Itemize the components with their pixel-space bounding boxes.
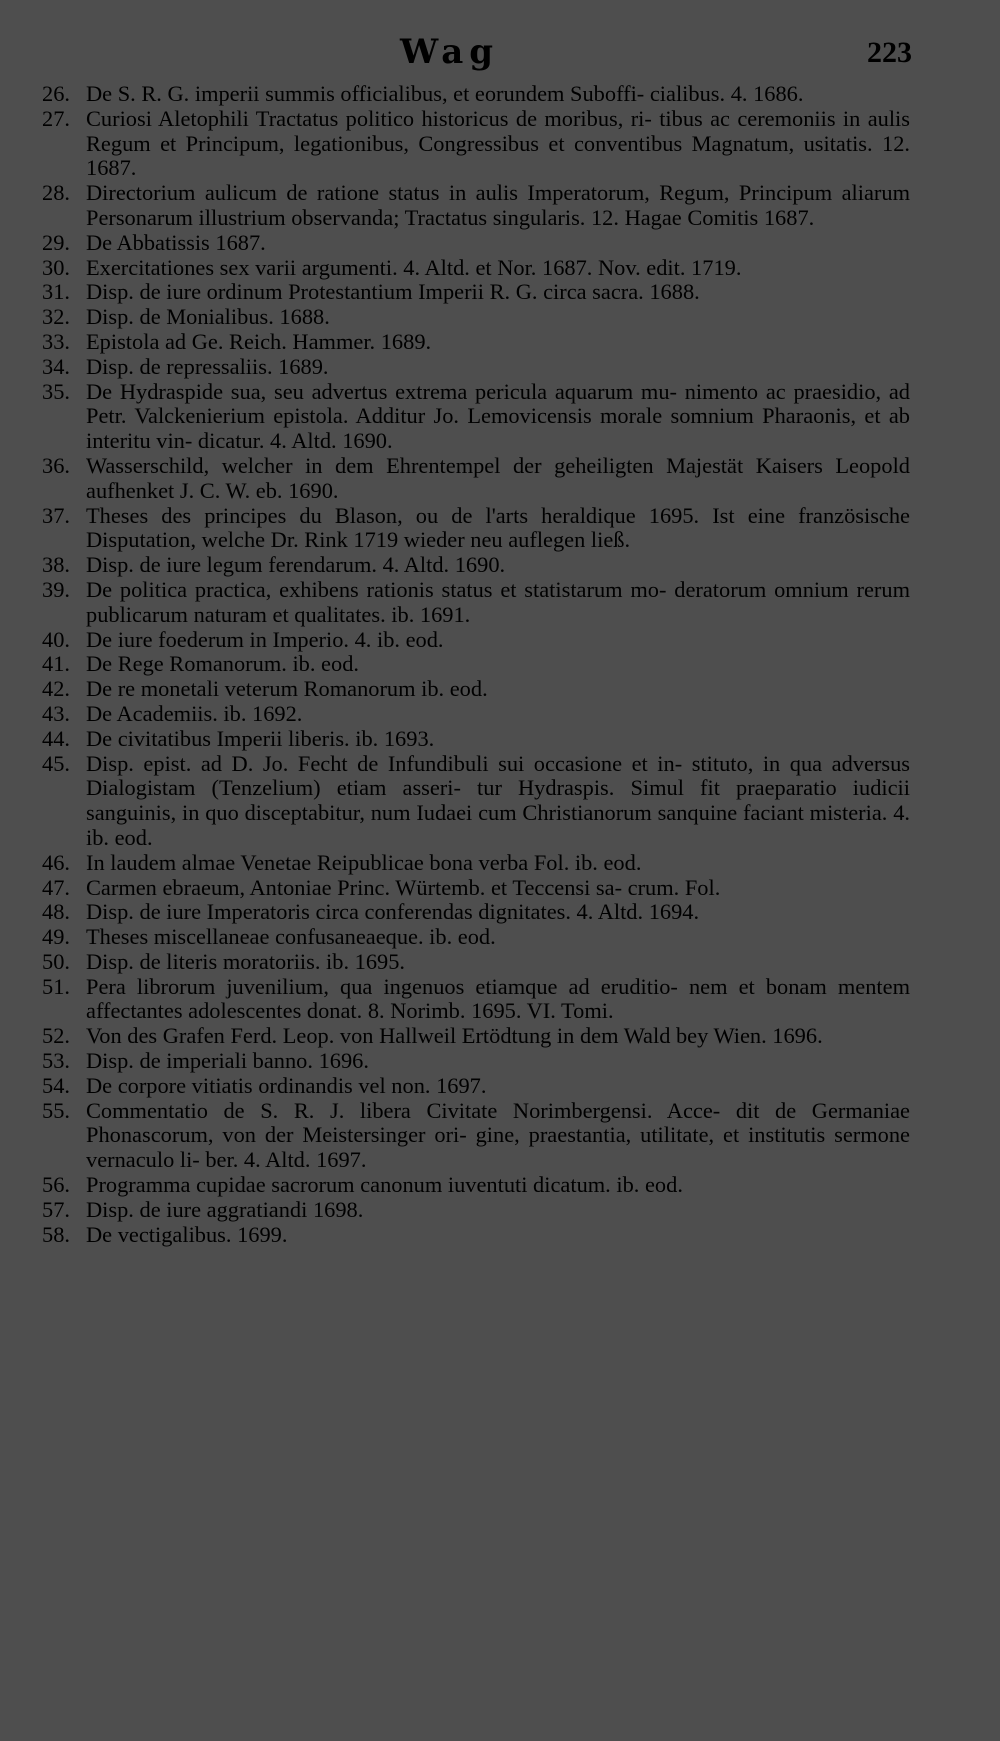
entry-text: Disp. de literis moratoriis. ib. 1695. xyxy=(86,948,406,974)
bibliography-list xyxy=(42,82,910,1247)
entry-text: Disp. epist. ad D. Jo. Fecht de Infundibuli sui occasione et in- stituto, in qua adversus Dialogistam (Tenzelium) etiam asseri- tur Hydraspis. Simul fit praeparatio iudicii sanguinis, in quo disceptabitur, num Iudaei cum Christianorum sanquine faciant misteria. 4. ib. eod. xyxy=(86,750,910,850)
entry-text: De re monetali veterum Romanorum ib. eod. xyxy=(86,676,488,702)
bibliography-entry xyxy=(42,305,910,330)
entry-text: De S. R. G. imperii summis officialibus, et eorundem Suboffi- cialibus. 4. 1686. xyxy=(86,81,804,106)
entry-text: Disp. de iure aggratiandi 1698. xyxy=(86,1196,364,1222)
bibliography-entry xyxy=(42,851,910,876)
bibliography-entry xyxy=(42,578,910,628)
bibliography-entry xyxy=(42,702,910,727)
entry-number: 41. xyxy=(42,651,70,677)
entry-number: 58. xyxy=(42,1221,70,1247)
entry-number: 55. xyxy=(42,1097,70,1123)
entry-text: Programma cupidae sacrorum canonum iuventuti dicatum. ib. eod. xyxy=(86,1172,683,1198)
entry-number: 36. xyxy=(42,452,70,478)
entry-text: Disp. de repressaliis. 1689. xyxy=(86,353,329,379)
entry-text: Directorium aulicum de ratione status in aulis Imperatorum, Regum, Principum aliarum Personarum illustrium observanda; Tractatus singularis. 12. Hagae Comitis 1687. xyxy=(86,180,910,230)
entry-text: Commentatio de S. R. J. libera Civitate Norimbergensi. Acce- dit de Germaniae Phonascorum, von der Meistersinger ori- gine, praestantia, utilitate, et institutis sermone vernaculo li- ber. 4. Altd. 1697. xyxy=(86,1097,910,1173)
entry-number: 51. xyxy=(42,973,70,999)
bibliography-entry xyxy=(42,876,910,901)
bibliography-entry xyxy=(42,380,910,454)
entry-text: Disp. de iure legum ferendarum. 4. Altd. 1690. xyxy=(86,552,506,578)
entry-number: 52. xyxy=(42,1023,70,1049)
bibliography-entry xyxy=(42,355,910,380)
entry-number: 32. xyxy=(42,304,70,330)
entry-number: 56. xyxy=(42,1172,70,1198)
bibliography-entry xyxy=(42,107,910,181)
entry-number: 31. xyxy=(42,279,70,305)
entry-text: De vectigalibus. 1699. xyxy=(86,1221,288,1247)
entry-text: Carmen ebraeum, Antoniae Princ. Würtemb. et Teccensi sa- crum. Fol. xyxy=(86,874,721,900)
bibliography-entry xyxy=(42,925,910,950)
bibliography-entry xyxy=(42,1173,910,1198)
bibliography-entry xyxy=(42,752,910,851)
entry-text: In laudem almae Venetae Reipublicae bona verba Fol. ib. eod. xyxy=(86,849,642,875)
entry-number: 34. xyxy=(42,353,70,379)
entry-text: Epistola ad Ge. Reich. Hammer. 1689. xyxy=(86,328,432,354)
entry-number: 54. xyxy=(42,1072,70,1098)
entry-number: 42. xyxy=(42,676,70,702)
bibliography-entry xyxy=(42,256,910,281)
bibliography-entry xyxy=(42,628,910,653)
entry-number: 44. xyxy=(42,725,70,751)
bibliography-entry xyxy=(42,975,910,1025)
page-number: 223 xyxy=(867,36,912,69)
bibliography-entry xyxy=(42,181,910,231)
entry-number: 46. xyxy=(42,849,70,875)
entry-text: Theses miscellaneae confusaneaeque. ib. eod. xyxy=(86,924,496,950)
bibliography-entry xyxy=(42,950,910,975)
entry-text: Disp. de iure ordinum Protestantium Imperii R. G. circa sacra. 1688. xyxy=(86,279,700,305)
entry-number: 50. xyxy=(42,948,70,974)
entry-number: 40. xyxy=(42,626,70,652)
bibliography-entry xyxy=(42,727,910,752)
entry-number: 39. xyxy=(42,576,70,602)
bibliography-entry xyxy=(42,280,910,305)
entry-text: De Rege Romanorum. ib. eod. xyxy=(86,651,359,677)
bibliography-entry xyxy=(42,900,910,925)
entry-number: 47. xyxy=(42,874,70,900)
entry-text: Exercitationes sex varii argumenti. 4. Altd. et Nor. 1687. Nov. edit. 1719. xyxy=(86,254,742,280)
entry-text: De civitatibus Imperii liberis. ib. 1693. xyxy=(86,725,435,751)
bibliography-entry xyxy=(42,454,910,504)
entry-text: De politica practica, exhibens rationis status et statistarum mo- deratorum omnium rerum publicarum naturam et qualitates. ib. 1691. xyxy=(86,576,910,627)
entry-number: 48. xyxy=(42,899,70,925)
entry-number: 57. xyxy=(42,1196,70,1222)
entry-text: Curiosi Aletophili Tractatus politico historicus de moribus, ri- tibus ac ceremoniis in aulis Regum et Principum, legationibus, Congressibus et conventibus Magnatum, usitatis. 12. 1687. xyxy=(86,105,910,181)
entry-text: Disp. de imperiali banno. 1696. xyxy=(86,1048,369,1074)
entry-text: Disp. de Monialibus. 1688. xyxy=(86,304,330,330)
entry-text: Pera librorum juvenilium, qua ingenuos etiamque ad eruditio- nem et bonam mentem affectantes adolescentes donat. 8. Norimb. 1695. VI. Tomi. xyxy=(86,973,910,1024)
page-header xyxy=(0,32,1000,72)
entry-text: De iure foederum in Imperio. 4. ib. eod. xyxy=(86,626,444,652)
bibliography-entry xyxy=(42,330,910,355)
bibliography-entry xyxy=(42,652,910,677)
entry-number: 29. xyxy=(42,229,70,255)
entry-text: Von des Grafen Ferd. Leop. von Hallweil Ertödtung in dem Wald bey Wien. 1696. xyxy=(86,1023,823,1049)
entry-text: Disp. de iure Imperatoris circa conferendas dignitates. 4. Altd. 1694. xyxy=(86,899,700,925)
entry-number: 49. xyxy=(42,924,70,950)
entry-number: 37. xyxy=(42,502,70,528)
bibliography-entry xyxy=(42,1049,910,1074)
entry-number: 53. xyxy=(42,1048,70,1074)
bibliography-entry xyxy=(42,1223,910,1248)
entry-number: 28. xyxy=(42,180,70,206)
entry-number: 38. xyxy=(42,552,70,578)
entry-number: 30. xyxy=(42,254,70,280)
entry-text: De Abbatissis 1687. xyxy=(86,229,266,255)
bibliography-entry xyxy=(42,1099,910,1173)
entry-number: 27. xyxy=(42,105,70,131)
entry-text: De Academiis. ib. 1692. xyxy=(86,700,303,726)
bibliography-entry xyxy=(42,504,910,554)
entry-text: De corpore vitiatis ordinandis vel non. 1697. xyxy=(86,1072,487,1098)
bibliography-entry xyxy=(42,677,910,702)
entry-number: 33. xyxy=(42,328,70,354)
bibliography-entry xyxy=(42,1074,910,1099)
entry-number: 45. xyxy=(42,750,70,776)
bibliography-entry xyxy=(42,1024,910,1049)
entry-text: De Hydraspide sua, seu advertus extrema pericula aquarum mu- nimento ac praesidio, ad Petr. Valckenierium epistola. Additur Jo. Lemovicensis morale somnium Pharaonis, et ab interitu vin- dicatur. 4. Altd. 1690. xyxy=(86,378,910,454)
bibliography-entry xyxy=(42,231,910,256)
running-head: Wag xyxy=(400,32,500,72)
bibliography-entry xyxy=(42,553,910,578)
entry-text: Theses des principes du Blason, ou de l'arts heraldique 1695. Ist eine französische Disputation, welche Dr. Rink 1719 wieder neu auflegen ließ. xyxy=(86,502,910,553)
bibliography-entry xyxy=(42,1198,910,1223)
entry-number: 43. xyxy=(42,700,70,726)
entry-text: Wasserschild, welcher in dem Ehrentempel der geheiligten Majestät Kaisers Leopold aufhenket J. C. W. eb. 1690. xyxy=(86,452,910,503)
entry-number: 35. xyxy=(42,378,70,404)
entry-number: 26. xyxy=(42,81,70,106)
bibliography-entry xyxy=(42,82,910,107)
